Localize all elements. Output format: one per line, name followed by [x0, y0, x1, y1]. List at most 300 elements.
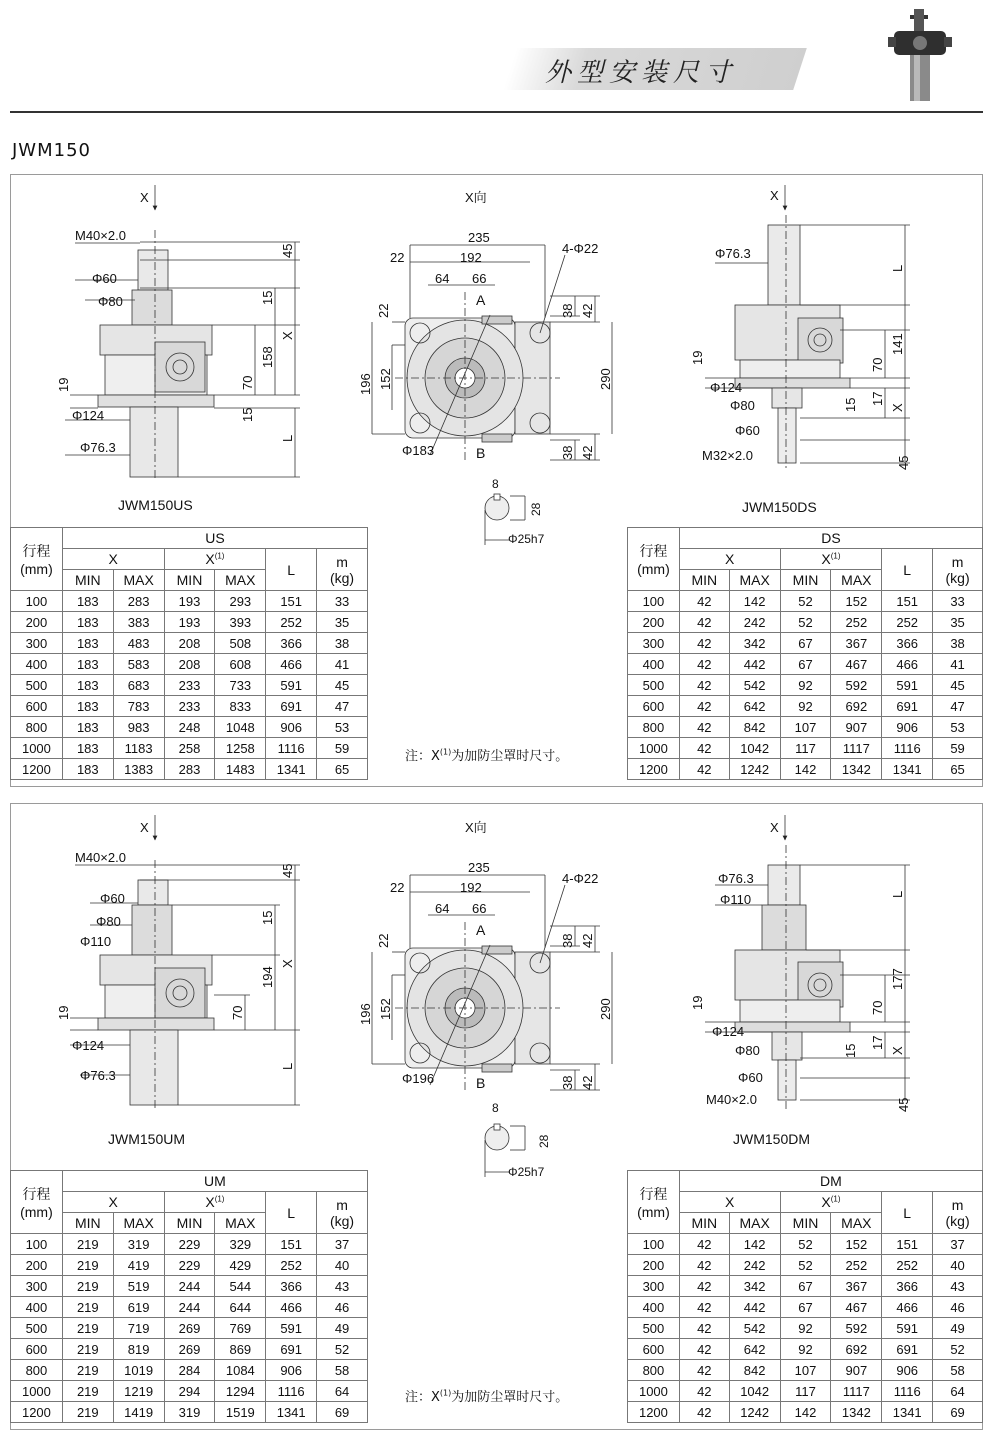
table-cell: 252 [266, 1255, 317, 1276]
table-cell: 117 [780, 1381, 831, 1402]
table-row [628, 591, 983, 612]
table-cell: 1342 [831, 759, 882, 780]
table-cell: 233 [164, 675, 215, 696]
top-right-m32: M32×2.0 [702, 448, 753, 463]
table-cell: 65 [933, 759, 983, 780]
top-left-d19: 19 [56, 377, 71, 392]
table-cell: 442 [729, 1297, 780, 1318]
table-cell: 183 [62, 633, 113, 654]
table-cell: 142 [729, 1234, 780, 1255]
m-header: m (kg) [317, 1192, 368, 1234]
table-cell: 219 [62, 1381, 113, 1402]
table-cell: 1219 [113, 1381, 164, 1402]
ds-spec-table [627, 527, 983, 780]
table-cell: 42 [679, 759, 729, 780]
table-cell: 1116 [882, 1381, 933, 1402]
bottom-right-x-label: X [770, 820, 779, 835]
table-cell: 152 [831, 591, 882, 612]
table-row [11, 591, 368, 612]
series-header: UM [62, 1171, 367, 1192]
table-cell: 819 [113, 1339, 164, 1360]
top-right-x-label: X [770, 188, 779, 203]
top-left-d45: 45 [280, 243, 295, 258]
table-cell: 252 [882, 612, 933, 633]
table-cell: 619 [113, 1297, 164, 1318]
table-row [628, 759, 983, 780]
bottom-left-d15: 15 [260, 910, 275, 925]
table-row [628, 1255, 983, 1276]
bottom-right-d60: Φ60 [738, 1070, 763, 1085]
bottom-center-d196: 196 [358, 1003, 373, 1025]
table-cell: 38 [317, 633, 368, 654]
top-center-b: B [476, 445, 486, 461]
max-header: MAX [113, 1213, 164, 1234]
table-cell: 229 [164, 1255, 215, 1276]
table-cell: 152 [831, 1234, 882, 1255]
table-cell: 100 [11, 591, 63, 612]
table-cell: 252 [831, 612, 882, 633]
table-cell: 833 [215, 696, 266, 717]
table-cell: 467 [831, 654, 882, 675]
top-right-d17: 17 [870, 391, 885, 406]
table-cell: 483 [113, 633, 164, 654]
top-right-d15: 15 [843, 397, 858, 412]
table-cell: 642 [729, 1339, 780, 1360]
bottom-right-d45: 45 [896, 1097, 911, 1112]
table-cell: 208 [164, 633, 215, 654]
table-cell: 600 [11, 696, 63, 717]
top-center-holes: 4-Φ22 [562, 241, 599, 256]
table-cell: 1042 [729, 738, 780, 759]
table-cell: 1117 [831, 1381, 882, 1402]
top-left-d70: 70 [240, 375, 255, 390]
table-cell: 393 [215, 612, 266, 633]
table-cell: 1183 [113, 738, 164, 759]
table-row [11, 654, 368, 675]
table-cell: 1200 [11, 759, 63, 780]
l-header: L [882, 549, 933, 591]
table-cell: 1000 [11, 1381, 63, 1402]
table-cell: 508 [215, 633, 266, 654]
table-cell: 41 [317, 654, 368, 675]
table-cell: 49 [933, 1318, 983, 1339]
table-cell: 183 [62, 717, 113, 738]
table-cell: 500 [628, 675, 680, 696]
model-title: JWM150 [12, 140, 91, 161]
l-header: L [266, 549, 317, 591]
bottom-left-x-label: X [140, 820, 149, 835]
table-row [11, 1402, 368, 1423]
table-cell: 244 [164, 1276, 215, 1297]
table-cell: 69 [317, 1402, 368, 1423]
table-cell: 92 [780, 1318, 831, 1339]
table-cell: 183 [62, 696, 113, 717]
bottom-center-pcd: Φ196 [402, 1071, 435, 1086]
bottom-center-xdir: X向 [465, 820, 487, 835]
x-header: X [679, 549, 780, 570]
bottom-left-d124: Φ124 [72, 1038, 105, 1053]
table-row [11, 1381, 368, 1402]
table-cell: 906 [882, 1360, 933, 1381]
stroke-header: 行程 (mm) [628, 528, 680, 591]
table-cell: 691 [882, 1339, 933, 1360]
bottom-right-d15: 15 [843, 1043, 858, 1058]
table-cell: 300 [11, 1276, 63, 1297]
table-cell: 592 [831, 1318, 882, 1339]
table-cell: 100 [628, 1234, 680, 1255]
table-cell: 733 [215, 675, 266, 696]
table-cell: 65 [317, 759, 368, 780]
table-cell: 269 [164, 1318, 215, 1339]
table-cell: 1294 [215, 1381, 266, 1402]
top-right-dl: L [890, 264, 905, 272]
table-cell: 92 [780, 1339, 831, 1360]
top-right-d60: Φ60 [735, 423, 760, 438]
table-cell: 42 [679, 633, 729, 654]
table-row [628, 612, 983, 633]
table-row [628, 1297, 983, 1318]
table-cell: 42 [679, 1339, 729, 1360]
table-cell: 283 [164, 759, 215, 780]
table-cell: 1341 [882, 1402, 933, 1423]
table-cell: 42 [679, 1234, 729, 1255]
table-cell: 1048 [215, 717, 266, 738]
bottom-center-d64: 64 [435, 901, 450, 916]
table-cell: 46 [317, 1297, 368, 1318]
table-cell: 219 [62, 1255, 113, 1276]
bottom-center-shaft: Φ25h7 [508, 1165, 545, 1179]
table-cell: 329 [215, 1234, 266, 1255]
table-cell: 466 [882, 654, 933, 675]
table-cell: 367 [831, 1276, 882, 1297]
table-cell: 151 [266, 1234, 317, 1255]
l-header: L [266, 1192, 317, 1234]
table-cell: 38 [933, 633, 983, 654]
table-cell: 42 [679, 612, 729, 633]
table-cell: 591 [266, 1318, 317, 1339]
table-row [628, 1234, 983, 1255]
table-cell: 45 [317, 675, 368, 696]
bottom-right-d110: Φ110 [720, 892, 752, 907]
table-cell: 319 [164, 1402, 215, 1423]
table-cell: 419 [113, 1255, 164, 1276]
bottom-left-d80: Φ80 [96, 914, 121, 929]
bottom-center-d42b: 42 [580, 1075, 595, 1090]
table-cell: 42 [679, 1360, 729, 1381]
top-left-d158: 158 [260, 346, 275, 368]
min-header: MIN [62, 570, 113, 591]
table-cell: 1200 [628, 759, 680, 780]
top-right-d124: Φ124 [710, 380, 743, 395]
table-cell: 284 [164, 1360, 215, 1381]
table-cell: 183 [62, 738, 113, 759]
table-cell: 42 [679, 1255, 729, 1276]
bottom-center-d66: 66 [472, 901, 487, 916]
bottom-left-d70: 70 [230, 1005, 245, 1020]
table-cell: 1000 [628, 1381, 680, 1402]
table-cell: 42 [679, 738, 729, 759]
bottom-left-d194: 194 [260, 966, 275, 988]
table-row [11, 1318, 368, 1339]
table-cell: 42 [679, 1402, 729, 1423]
table-row [11, 1276, 368, 1297]
min-header: MIN [62, 1213, 113, 1234]
table-cell: 400 [628, 654, 680, 675]
table-cell: 219 [62, 1339, 113, 1360]
bottom-center-d42a: 42 [580, 933, 595, 948]
table-cell: 366 [266, 1276, 317, 1297]
table-cell: 183 [62, 759, 113, 780]
table-cell: 800 [11, 1360, 63, 1381]
table-cell: 142 [729, 591, 780, 612]
table-row [628, 1360, 983, 1381]
top-center-d196: 196 [358, 373, 373, 395]
min-header: MIN [164, 1213, 215, 1234]
bottom-center-d290: 290 [598, 998, 613, 1020]
table-cell: 1519 [215, 1402, 266, 1423]
table-row [628, 1381, 983, 1402]
top-right-dx: X [890, 403, 905, 412]
min-header: MIN [164, 570, 215, 591]
bottom-center-holes: 4-Φ22 [562, 871, 599, 886]
top-center-pcd: Φ183 [402, 443, 435, 458]
table-cell: 229 [164, 1234, 215, 1255]
table-row [628, 1402, 983, 1423]
table-row [11, 1234, 368, 1255]
top-left-d80: Φ80 [98, 294, 123, 309]
table-cell: 400 [11, 654, 63, 675]
table-cell: 519 [113, 1276, 164, 1297]
table-cell: 52 [317, 1339, 368, 1360]
x-header: X [62, 1192, 164, 1213]
table-cell: 1341 [882, 759, 933, 780]
top-center-d38a: 38 [560, 303, 575, 318]
table-cell: 542 [729, 675, 780, 696]
table-cell: 907 [831, 717, 882, 738]
table-cell: 842 [729, 1360, 780, 1381]
table-cell: 252 [831, 1255, 882, 1276]
table-cell: 69 [933, 1402, 983, 1423]
table-cell: 42 [679, 1276, 729, 1297]
table-cell: 1258 [215, 738, 266, 759]
table-cell: 692 [831, 1339, 882, 1360]
table-cell: 219 [62, 1360, 113, 1381]
dm-spec-table [627, 1170, 983, 1423]
table-cell: 151 [882, 1234, 933, 1255]
bottom-left-dx: X [280, 959, 295, 968]
table-cell: 1341 [266, 759, 317, 780]
x1-header: $X^{(1)}$ [780, 1192, 882, 1213]
table-cell: 219 [62, 1234, 113, 1255]
table-cell: 600 [628, 1339, 680, 1360]
table-cell: 906 [266, 1360, 317, 1381]
table-cell: 64 [317, 1381, 368, 1402]
table-row [628, 717, 983, 738]
table-cell: 42 [679, 591, 729, 612]
bottom-left-caption: JWM150UM [108, 1131, 186, 1147]
table-cell: 1200 [628, 1402, 680, 1423]
table-cell: 42 [679, 717, 729, 738]
top-right-d45: 45 [896, 455, 911, 470]
table-cell: 40 [933, 1255, 983, 1276]
table-row [11, 612, 368, 633]
table-cell: 42 [679, 696, 729, 717]
table-cell: 242 [729, 1255, 780, 1276]
bottom-right-d17: 17 [870, 1035, 885, 1050]
table-cell: 53 [933, 717, 983, 738]
table-cell: 906 [266, 717, 317, 738]
top-center-d66: 66 [472, 271, 487, 286]
table-cell: 42 [679, 675, 729, 696]
l-header: L [882, 1192, 933, 1234]
x-header: X [679, 1192, 780, 1213]
bottom-center-d22b: 22 [376, 933, 391, 948]
table-row [628, 1339, 983, 1360]
bottom-right-d19: 19 [690, 995, 705, 1010]
max-header: MAX [215, 570, 266, 591]
table-cell: 719 [113, 1318, 164, 1339]
table-cell: 193 [164, 612, 215, 633]
table-cell: 600 [628, 696, 680, 717]
top-center-d42b: 42 [580, 445, 595, 460]
table-row [11, 738, 368, 759]
bottom-left-d19: 19 [56, 1005, 71, 1020]
table-cell: 644 [215, 1297, 266, 1318]
top-center-d192: 192 [460, 250, 482, 265]
top-left-x-label: X [140, 190, 149, 205]
dust-cover-note-bottom: 注：$X^{(1)}$为加防尘罩时尺寸。 [405, 1388, 569, 1405]
top-left-d15a: 15 [260, 290, 275, 305]
table-cell: 252 [266, 612, 317, 633]
table-row [11, 1297, 368, 1318]
table-cell: 400 [11, 1297, 63, 1318]
table-row [11, 717, 368, 738]
table-cell: 33 [317, 591, 368, 612]
table-cell: 906 [882, 717, 933, 738]
table-cell: 600 [11, 1339, 63, 1360]
top-right-d80: Φ80 [730, 398, 755, 413]
table-cell: 183 [62, 654, 113, 675]
x1-header: $X^{(1)}$ [164, 1192, 266, 1213]
table-cell: 283 [113, 591, 164, 612]
table-cell: 1342 [831, 1402, 882, 1423]
table-cell: 783 [113, 696, 164, 717]
dust-cover-note: 注：$X^{(1)}$为加防尘罩时尺寸。 [405, 747, 569, 764]
m-header: m (kg) [933, 1192, 983, 1234]
max-header: MAX [831, 570, 882, 591]
table-cell: 800 [628, 1360, 680, 1381]
series-header: DM [679, 1171, 982, 1192]
table-cell: 1084 [215, 1360, 266, 1381]
stroke-header: 行程 (mm) [11, 528, 63, 591]
bottom-left-d45: 45 [280, 863, 295, 878]
bottom-center-k8: 8 [492, 1101, 499, 1115]
table-cell: 1116 [266, 1381, 317, 1402]
table-cell: 52 [780, 612, 831, 633]
top-center-a: A [476, 292, 486, 308]
top-right-d763: Φ76.3 [715, 246, 751, 261]
table-cell: 58 [317, 1360, 368, 1381]
table-cell: 1341 [266, 1402, 317, 1423]
table-cell: 591 [882, 1318, 933, 1339]
table-cell: 42 [679, 654, 729, 675]
table-cell: 183 [62, 591, 113, 612]
table-cell: 800 [628, 717, 680, 738]
table-cell: 293 [215, 591, 266, 612]
table-cell: 500 [11, 675, 63, 696]
table-cell: 769 [215, 1318, 266, 1339]
top-left-dx: X [280, 331, 295, 340]
table-cell: 591 [882, 675, 933, 696]
x1-header: $X^{(1)}$ [780, 549, 882, 570]
min-header: MIN [679, 1213, 729, 1234]
table-cell: 67 [780, 654, 831, 675]
table-cell: 117 [780, 738, 831, 759]
m-header: m (kg) [933, 549, 983, 591]
bottom-left-d110: Φ110 [80, 934, 112, 949]
bottom-center-k28: 28 [537, 1134, 551, 1148]
table-cell: 183 [62, 675, 113, 696]
table-cell: 248 [164, 717, 215, 738]
table-cell: 1000 [628, 738, 680, 759]
series-header: DS [679, 528, 982, 549]
top-right-caption: JWM150DS [742, 499, 817, 515]
table-cell: 1419 [113, 1402, 164, 1423]
table-cell: 500 [628, 1318, 680, 1339]
table-cell: 47 [933, 696, 983, 717]
table-cell: 58 [933, 1360, 983, 1381]
table-cell: 107 [780, 717, 831, 738]
table-cell: 342 [729, 1276, 780, 1297]
table-cell: 691 [266, 1339, 317, 1360]
table-cell: 1483 [215, 759, 266, 780]
table-cell: 92 [780, 696, 831, 717]
table-cell: 37 [317, 1234, 368, 1255]
table-cell: 43 [317, 1276, 368, 1297]
bottom-right-d70: 70 [870, 1000, 885, 1015]
bottom-center-d152: 152 [378, 998, 393, 1020]
table-cell: 592 [831, 675, 882, 696]
table-cell: 342 [729, 633, 780, 654]
table-cell: 47 [317, 696, 368, 717]
max-header: MAX [729, 1213, 780, 1234]
table-cell: 591 [266, 675, 317, 696]
max-header: MAX [215, 1213, 266, 1234]
bottom-center-d235: 235 [468, 860, 490, 875]
table-cell: 269 [164, 1339, 215, 1360]
table-row [11, 675, 368, 696]
table-cell: 1242 [729, 759, 780, 780]
table-cell: 208 [164, 654, 215, 675]
table-cell: 200 [628, 612, 680, 633]
table-cell: 642 [729, 696, 780, 717]
top-center-d42a: 42 [580, 303, 595, 318]
table-cell: 35 [933, 612, 983, 633]
table-cell: 67 [780, 1297, 831, 1318]
top-left-d15b: 15 [240, 407, 255, 422]
table-row [11, 1360, 368, 1381]
top-center-d235: 235 [468, 230, 490, 245]
table-cell: 42 [679, 1381, 729, 1402]
table-cell: 43 [933, 1276, 983, 1297]
bottom-right-d124: Φ124 [712, 1024, 745, 1039]
top-center-k8: 8 [492, 477, 499, 491]
table-cell: 219 [62, 1318, 113, 1339]
table-cell: 59 [933, 738, 983, 759]
bottom-center-d22a: 22 [390, 880, 405, 895]
table-cell: 100 [11, 1234, 63, 1255]
table-cell: 583 [113, 654, 164, 675]
